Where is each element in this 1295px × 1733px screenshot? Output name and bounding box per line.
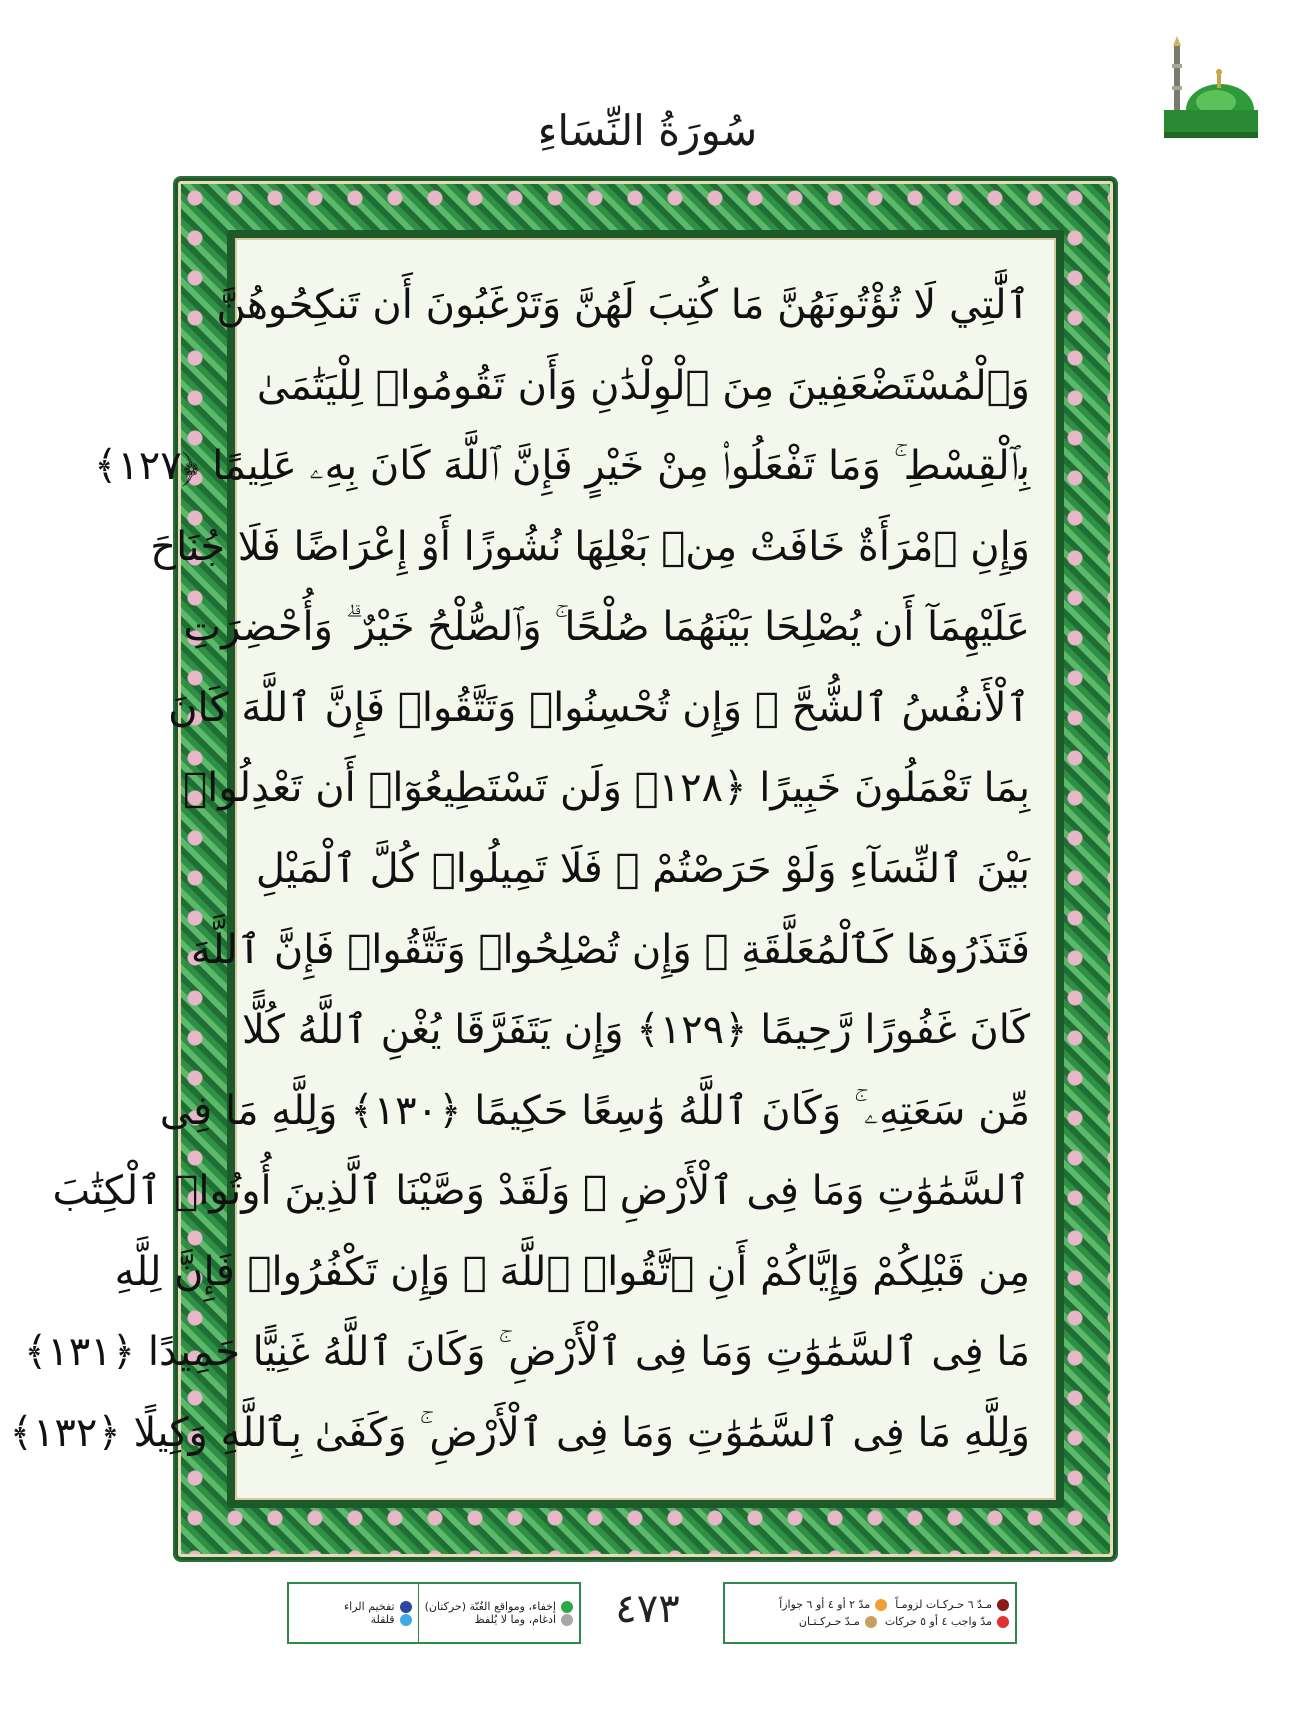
verse-line: وَإِنِ ٱمْرَأَةٌ خَافَتْ مِنۢ بَعْلِهَا نُشُوزًا أَوْ إِعْرَاضًا فَلَا جُنَاحَ <box>150 523 1030 570</box>
legend-item <box>295 1600 412 1613</box>
verse-panel <box>9 238 1056 1500</box>
color-dot-icon <box>997 1616 1009 1628</box>
legend-column <box>289 1584 419 1642</box>
verse-line: بَيْنَ ٱلنِّسَآءِ وَلَوْ حَرَصْتُمْ ۖ فَلَا تَمِيلُوا۟ كُلَّ ٱلْمَيْلِ <box>255 845 1030 892</box>
verse-line: مَا فِى ٱلسَّمَٰوَٰتِ وَمَا فِى ٱلْأَرْضِ ۚ وَكَانَ ٱللَّهُ غَنِيًّا حَمِيدًا ﴿١٣١﴾ <box>23 1329 1030 1376</box>
page-footer <box>0 1582 1295 1672</box>
legend-column <box>419 1584 579 1642</box>
legend-item <box>425 1613 573 1626</box>
verse-line: فَتَذَرُوهَا كَٱلْمُعَلَّقَةِ ۚ وَإِن تُصْلِحُوا۟ وَتَتَّقُوا۟ فَإِنَّ ٱللَّهَ <box>190 926 1030 973</box>
surah-title: سُورَةُ النِّسَاءِ <box>537 106 758 155</box>
verse-lines <box>9 268 1030 1470</box>
verse-line: وَلِلَّهِ مَا فِى ٱلسَّمَٰوَٰتِ وَمَا فِى ٱلْأَرْضِ ۚ وَكَفَىٰ بِٱللَّهِ وَكِيلًا ﴿١٣٢﴾ <box>9 1409 1030 1456</box>
verse-line: بِمَا تَعْمَلُونَ خَبِيرًا ﴿١٢٨﴾ وَلَن تَسْتَطِيعُوٓا۟ أَن تَعْدِلُوا۟ <box>183 765 1030 812</box>
page-number: ٤٧٣ <box>615 1586 680 1632</box>
color-dot-icon <box>875 1599 887 1611</box>
tajweed-legend-ghunna <box>287 1582 581 1644</box>
legend-item <box>885 1615 1009 1628</box>
legend-item <box>895 1598 1009 1611</box>
verse-line: ٱلسَّمَٰوَٰتِ وَمَا فِى ٱلْأَرْضِ ۗ وَلَقَدْ وَصَّيْنَا ٱلَّذِينَ أُوتُوا۟ ٱلْكِتَٰبَ <box>52 1168 1030 1215</box>
legend-label: ادغام، وما لا يُلفظ <box>474 1613 556 1626</box>
legend-item <box>295 1613 412 1626</box>
tajweed-legend-madd <box>723 1582 1017 1644</box>
verse-line: ٱلَّٰتِي لَا تُؤْتُونَهُنَّ مَا كُتِبَ لَهُنَّ وَتَرْغَبُونَ أَن تَنكِحُوهُنَّ <box>216 282 1030 328</box>
verse-line: وَٱلْمُسْتَضْعَفِينَ مِنَ ٱلْوِلْدَٰنِ وَأَن تَقُومُوا۟ لِلْيَتَٰمَىٰ <box>256 362 1030 409</box>
legend-label: مدّ واجب ٤ أو ٥ حركات <box>884 1615 992 1628</box>
legend-row <box>725 1596 1015 1613</box>
verse-line: مِن قَبْلِكُمْ وَإِيَّاكُمْ أَنِ ٱتَّقُوا۟ ٱللَّهَ ۚ وَإِن تَكْفُرُوا۟ فَإِنَّ لِلَّهِ <box>114 1248 1030 1295</box>
verse-line: عَلَيْهِمَآ أَن يُصْلِحَا بَيْنَهُمَا صُلْحًا ۚ وَٱلصُّلْحُ خَيْرٌ ۗ وَأُحْضِرَتِ <box>183 604 1030 651</box>
legend-item <box>779 1598 887 1611</box>
legend-item <box>425 1600 573 1613</box>
legend-label: مدّ ٢ أو ٤ أو ٦ جوازاً <box>779 1598 871 1611</box>
legend-row <box>725 1613 1015 1630</box>
verse-line: مِّن سَعَتِهِۦ ۚ وَكَانَ ٱللَّهُ وَٰسِعًا حَكِيمًا ﴿١٣٠﴾ وَلِلَّهِ مَا فِى <box>159 1087 1030 1134</box>
color-dot-icon <box>561 1601 573 1613</box>
legend-label: مـدّ حـركـتـان <box>798 1615 860 1628</box>
verse-line: ٱلْأَنفُسُ ٱلشُّحَّ ۚ وَإِن تُحْسِنُوا۟ وَتَتَّقُوا۟ فَإِنَّ ٱللَّهَ كَانَ <box>168 684 1030 731</box>
verse-line: بِٱلْقِسْطِ ۚ وَمَا تَفْعَلُوا۟ مِنْ خَيْرٍ فَإِنَّ ٱللَّهَ كَانَ بِهِۦ عَلِيمًا ﴿١٢٧﴾ <box>93 443 1030 490</box>
legend-label: قلقلة <box>370 1613 395 1626</box>
verse-line: كَانَ غَفُورًا رَّحِيمًا ﴿١٢٩﴾ وَإِن يَتَفَرَّقَا يُغْنِ ٱللَّهُ كُلًّا <box>241 1007 1030 1054</box>
color-dot-icon <box>997 1599 1009 1611</box>
color-dot-icon <box>400 1614 412 1626</box>
color-dot-icon <box>865 1616 877 1628</box>
legend-label: مـدّ ٦ حـركـات لزومـاً <box>895 1598 992 1611</box>
color-dot-icon <box>561 1614 573 1626</box>
legend-item <box>799 1615 877 1628</box>
legend-label: تفخيم الراء <box>344 1600 395 1613</box>
ornamental-frame <box>9 178 1116 1560</box>
legend-label: إخفاء، ومواقع الغُنّة (حركتان) <box>424 1600 556 1613</box>
color-dot-icon <box>400 1601 412 1613</box>
